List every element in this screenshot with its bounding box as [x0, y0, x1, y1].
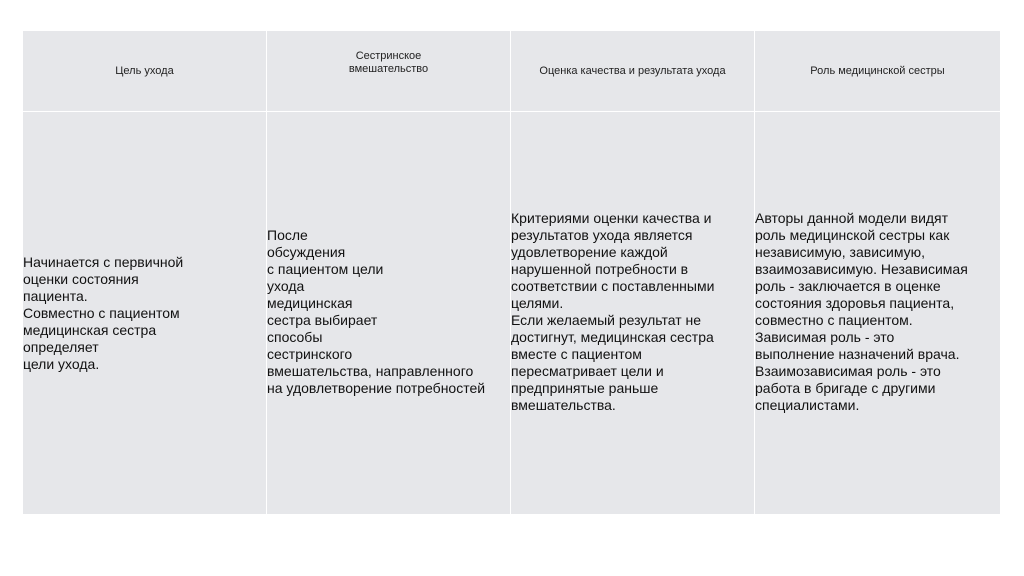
- cell-quality-evaluation-text: Критериями оценки качества и результатов ухода является удовлетворение каждой нарушенной потребности в соответствии с поставленными целями. Если желаемый результат не достигнут, медицинская сестра вместе с пациентом пересматривает цели и предпринятые раньше вмешательства.: [511, 210, 715, 413]
- header-care-goal-label: Цель ухода: [115, 64, 174, 77]
- header-nurse-role-label: Роль медицинской сестры: [810, 64, 945, 77]
- nursing-care-table: [23, 31, 1000, 515]
- cell-nurse-role-text: Авторы данной модели видят роль медицинской сестры как независимую, зависимую, взаимозависимую. Независимая роль - заключается в оценке состояния здоровья пациента, совместно с пациентом. Зависимая роль - это выполнение назначений врача. Взаимозависимая роль - это работа в бригаде с другими специалистами.: [755, 210, 968, 413]
- cell-quality-evaluation: [511, 112, 755, 515]
- header-nursing-intervention: [267, 31, 511, 112]
- header-nursing-intervention-label: Сестринское вмешательство: [348, 50, 429, 75]
- cell-nurse-role: [755, 112, 1000, 515]
- header-quality-evaluation: [511, 31, 755, 112]
- cell-nursing-intervention: [267, 112, 511, 515]
- cell-care-goal: [23, 112, 267, 515]
- cell-nursing-intervention-text: После обсуждения с пациентом цели ухода медицинская сестра выбирает способы сестринского вмешательства, направленного на удовлетворение потребностей: [267, 227, 486, 396]
- cell-care-goal-text: Начинается с первичной оценки состояния пациента. Совместно с пациентом медицинская сестра определяет цели ухода.: [23, 254, 184, 372]
- header-quality-evaluation-label: Оценка качества и результата ухода: [539, 64, 726, 77]
- header-nurse-role: [755, 31, 1000, 112]
- header-care-goal: [23, 31, 267, 112]
